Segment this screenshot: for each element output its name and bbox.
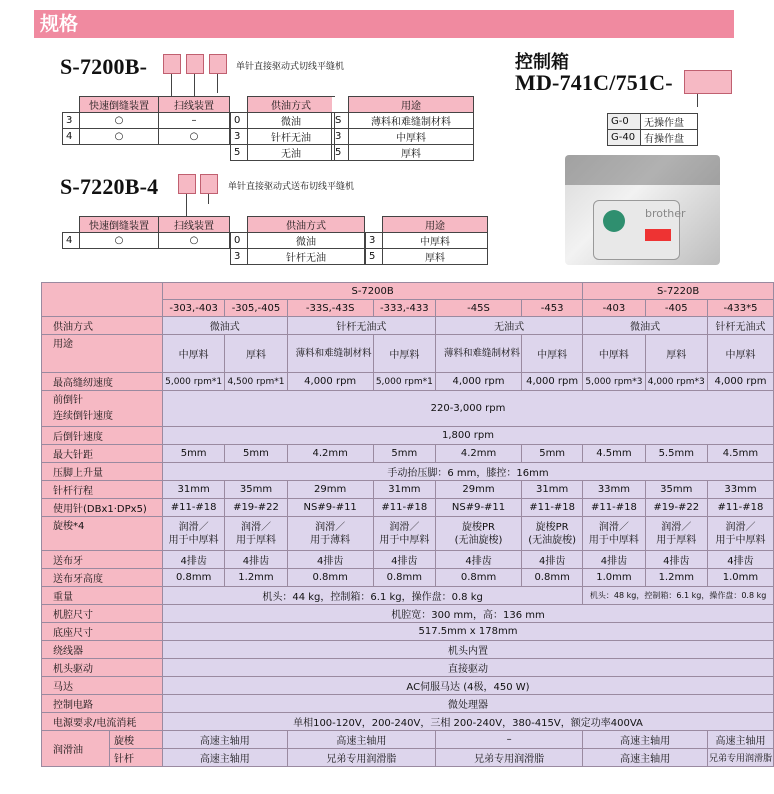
option-table-reverse-2: 快速倒缝装置 扫线装置 4 ○ ○: [62, 216, 230, 249]
control-box-title: 控制箱: [515, 52, 569, 73]
control-box-table: G-0 无操作盘 G-40 有操作盘: [607, 113, 698, 146]
col-header: 用途: [349, 97, 474, 113]
col-header: 供油方式: [248, 97, 335, 113]
option-slot: [209, 54, 227, 74]
control-box-model: MD-741C/751C-: [515, 70, 673, 95]
variant-header: -303,-403: [162, 300, 224, 317]
col-header: 快速倒缝装置: [80, 97, 159, 113]
col-header: 扫线装置: [159, 97, 230, 113]
machine-photo: [565, 155, 720, 265]
brand-logo: brother: [645, 207, 686, 220]
model-name-s7220b: S-7220B-4: [60, 174, 159, 199]
model-description: 单针直接驱动式送布切线平缝机: [228, 182, 355, 192]
spec-table: S-7200B S-7220B -303,-403 -305,-405 -33S,-43S -333,-433 -45S -453 -403 -405 -433*5 供油方式 微油式 针杆无油式 无油式 微油式 针杆无油式 用途 中厚料 厚料 薄料和难缝制材料 中厚料 薄料和难缝制材料 中厚料 中厚料 厚料 中厚料 最高缝纫速度 5,000 rpm*1 4,500 rpm*1 4,000 rpm 5,000 rpm*1 4,000 rpm 4,000 rpm 5,000 rpm*3 4,000 rpm*3 4,000 rpm 前倒针 连续倒针速度 220-3,000 rpm 后倒针速度 1,800 rpm 最大针距 5mm 5mm 4.2mm 5mm 4.2mm 5mm 4.5mm 5.5mm 4.5mm 压脚上升量 手动抬压脚：6 mm，膝控：16mm 针杆行程 31mm 35mm 29mm 31mm 29mm 31mm 33mm 35mm 33mm 使用针(DBx1·DPx5) #11-#18 #19-#22 NS#9-#11 #11-#18 NS#9-#11 #11-#18 #11-#18 #19-#22 #11-#18 旋梭*4 润滑／ 用于中厚料 润滑／ 用于厚料 润滑／ 用于薄料 润滑／ 用于中厚料 旋梭PR (无油旋梭) 旋梭PR (无油旋梭) 润滑／ 用于中厚料 润滑／ 用于厚料 润滑／ 用于中厚料 送布牙 4排齿 4排齿 4排齿 4排齿 4排齿 4排齿 4排齿 4排齿 4排齿 送布牙高度 0.8mm 1.2mm 0.8mm 0.8mm 0.8mm 0.8mm 1.0mm 1.2mm 1.0mm 重量 机头：44 kg，控制箱：6.1 kg，操作盘：0.8 kg 机头：48 kg，控制箱：6.1 kg，操作盘：0.8 kg 机腔尺寸 机腔宽：300 mm，高：136 mm 底座尺寸 517.5mm x 178mm 绕线器 机头内置 机头驱动 直接驱动 马达 AC伺服马达 (4极，450 W) 控制电路 微处理器 电源要求/电流消耗 单相100-120V，200-240V，三相 200-240V，380-415V，额定功率400VA 润滑油 旋梭 高速主轴用 高速主轴用 – 高速主轴用 高速主轴用 针杆 高速主轴用 兄弟专用润滑脂 兄弟专用润滑脂 高速主轴用 兄弟专用润滑脂: [41, 282, 774, 767]
option-slot: [186, 54, 204, 74]
option-table-use-2: 用途 3 中厚料 5 厚料: [365, 216, 488, 265]
model-description: 单针直接驱动式切线平缝机: [236, 62, 345, 72]
option-table-oil-2: 供油方式 0 微油 3 针杆无油: [230, 216, 365, 265]
group-header: S-7200B: [162, 283, 582, 300]
option-slot: [200, 174, 218, 194]
section-header: 规格: [34, 10, 734, 38]
model-name-s7200b: S-7200B-: [60, 54, 148, 79]
option-table-reverse: 快速倒缝装置 扫线装置 3 ○ – 4 ○ ○: [62, 96, 230, 145]
option-slot: [684, 70, 732, 94]
option-slot: [163, 54, 181, 74]
option-table-use: 用途 S 薄料和难缝制材料 3 中厚料 5 厚料: [331, 96, 474, 161]
group-header: S-7220B: [583, 283, 774, 300]
option-table-oil: 供油方式 0 微油 3 针杆无油 5 无油: [230, 96, 335, 161]
option-slot: [178, 174, 196, 194]
